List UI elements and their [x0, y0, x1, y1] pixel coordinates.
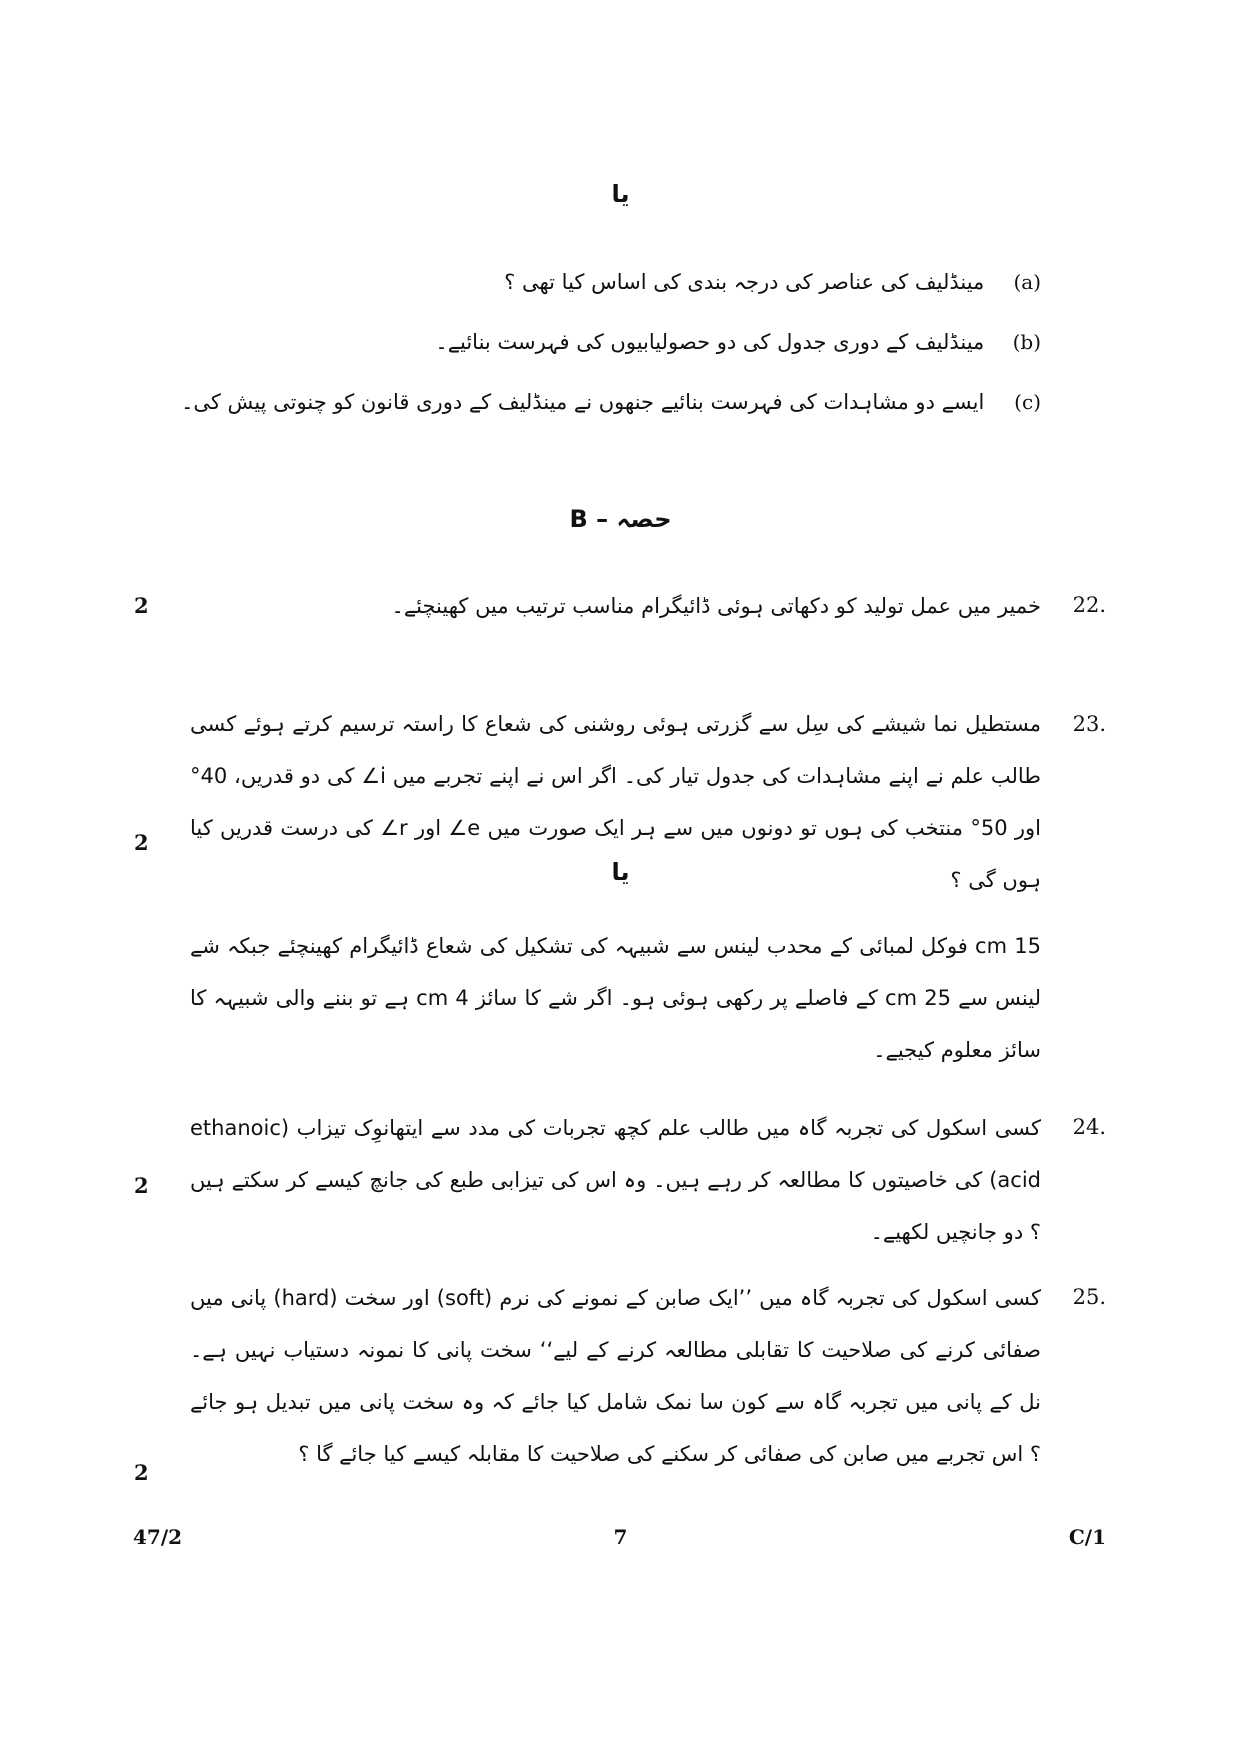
subpart-b-label: (b) [1012, 330, 1041, 354]
q24-marks: 2 [134, 1173, 149, 1198]
footer-code: 47/2 [133, 1525, 183, 1549]
q22-marks: 2 [134, 593, 149, 618]
or-divider-q23: یا [611, 858, 630, 886]
q25-marks: 2 [134, 1460, 149, 1485]
subpart-a-text: مینڈلیف کی عناصر کی درجہ بندی کی اساس کیا تھی ؟ [504, 270, 985, 294]
subpart-a-label: (a) [1013, 270, 1041, 294]
or-divider-top: یا [611, 180, 630, 208]
q22-text: خمیر میں عمل تولید کو دکھاتی ہوئی ڈائیگرام مناسب ترتیب میں کھینچئے۔ [391, 594, 1041, 618]
section-heading: حصہ – B [569, 505, 672, 533]
q22-number: 22. [1072, 593, 1106, 617]
subpart-b [435, 330, 1041, 354]
subpart-c-label: (c) [1014, 390, 1041, 414]
subpart-c [181, 390, 1041, 414]
footer-set: C/1 [1068, 1525, 1106, 1549]
q23-text: مستطیل نما شیشے کی سِل سے گزرتی ہوئی روشنی کی شعاع کا راستہ ترسیم کرتے ہوئے کسی طالب علم نے اپنے مشاہدات کی جدول تیار کی۔ اگر اس نے اپنے تجربے میں i∠ کی دو قدریں، 40° اور 50° منتخب کی ہوں تو دونوں میں سے ہر ایک صورت میں e∠ اور r∠ کی درست قدریں کیا ہوں گی ؟ [190, 712, 1041, 892]
q25-text: کسی اسکول کی تجربہ گاہ میں ’’ایک صابن کے نمونے کی نرم (soft) اور سخت (hard) پانی میں صفائی کرنے کی صلاحیت کا تقابلی مطالعہ کرنے کے لیے‘‘ سخت پانی کا نمونہ دستیاب نہیں ہے۔ نل کے پانی میں تجربہ گاہ سے کون سا نمک شامل کیا جائے کہ وہ سخت پانی میں تبدیل ہو جائے ؟ اس تجربے میں صابن کی صفائی کر سکنے کی صلاحیت کا مقابلہ کیسے کیا جائے گا ؟ [190, 1286, 1041, 1466]
q23-alt-text: 15 cm فوکل لمبائی کے محدب لینس سے شبیہہ کی تشکیل کی شعاع ڈائیگرام کھینچئے جبکہ شے لینس سے 25 cm کے فاصلے پر رکھی ہوئی ہو۔ اگر شے کا سائز 4 cm ہے تو بننے والی شبیہہ کا سائز معلوم کیجیے۔ [190, 934, 1041, 1062]
subpart-c-text: ایسے دو مشاہدات کی فہرست بنائیے جنھوں نے مینڈلیف کے دوری قانون کو چنوتی پیش کی۔ [181, 390, 985, 414]
q25-number: 25. [1072, 1285, 1106, 1309]
q24-text: کسی اسکول کی تجربہ گاہ میں طالب علم کچھ تجربات کی مدد سے ایتھانوِک تیزاب (ethanoic acid) کی خاصیتوں کا مطالعہ کر رہے ہیں۔ وہ اس کی تیزابی طبع کی جانچ کیسے کر سکتے ہیں ؟ دو جانچیں لکھیے۔ [190, 1116, 1041, 1244]
q24-number: 24. [1072, 1115, 1106, 1139]
q23-marks: 2 [134, 830, 149, 855]
footer-page-number: 7 [613, 1525, 628, 1549]
q23-number: 23. [1072, 712, 1106, 736]
subpart-b-text: مینڈلیف کے دوری جدول کی دو حصولیابیوں کی فہرست بنائیے۔ [435, 330, 985, 354]
subpart-a [504, 270, 1041, 294]
